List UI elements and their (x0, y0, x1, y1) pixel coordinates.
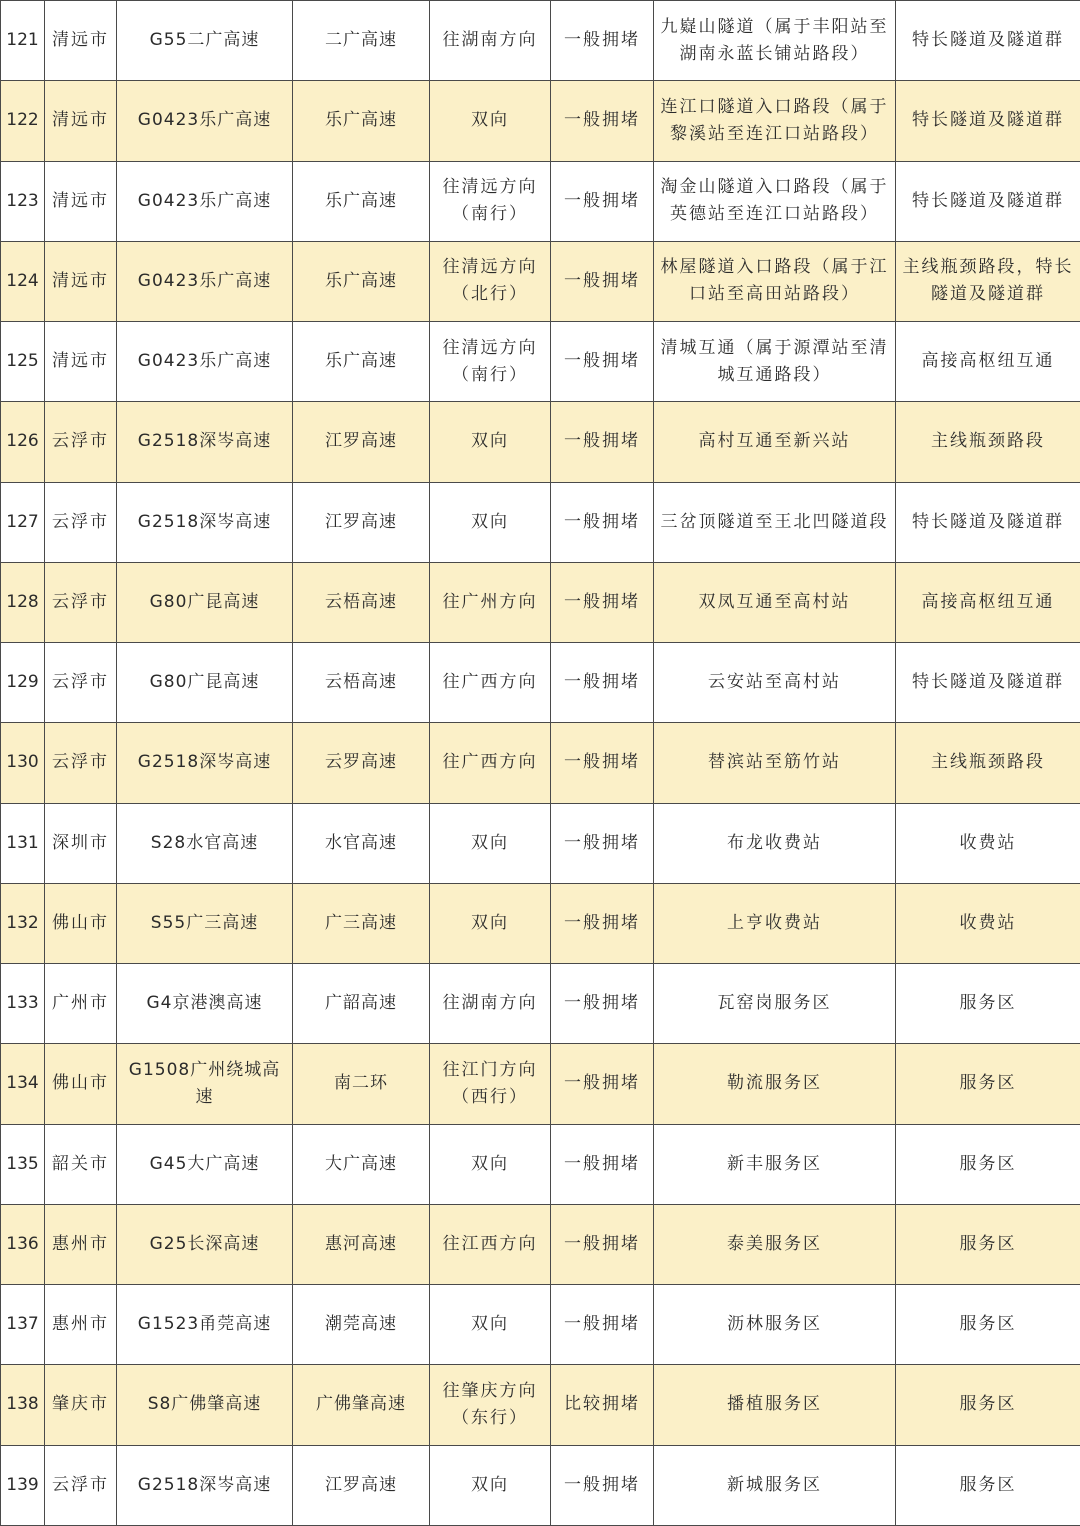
road-name-cell: 云罗高速 (293, 723, 430, 803)
location-cell: 沥林服务区 (654, 1285, 896, 1365)
table-row (1, 482, 1080, 562)
highway-code-cell: S55广三高速 (117, 883, 293, 963)
city-cell: 深圳市 (45, 803, 117, 883)
table-row (1, 161, 1080, 241)
congestion-level-cell: 一般拥堵 (551, 81, 654, 161)
table-row (1, 1365, 1080, 1445)
location-cell: 勒流服务区 (654, 1044, 896, 1124)
row-number: 122 (1, 81, 45, 161)
table-row (1, 81, 1080, 161)
congestion-level-cell: 比较拥堵 (551, 1365, 654, 1445)
section-type-cell: 服务区 (896, 1204, 1080, 1284)
city-cell: 清远市 (45, 161, 117, 241)
highway-code-cell: G0423乐广高速 (117, 161, 293, 241)
section-type-cell: 高接高枢纽互通 (896, 562, 1080, 642)
direction-cell: 往清远方向（南行） (430, 161, 551, 241)
direction-cell: 往广西方向 (430, 643, 551, 723)
city-cell: 清远市 (45, 81, 117, 161)
road-name-cell: 潮莞高速 (293, 1285, 430, 1365)
table-row (1, 322, 1080, 402)
section-type-cell: 服务区 (896, 1124, 1080, 1204)
road-name-cell: 江罗高速 (293, 482, 430, 562)
table-row (1, 1445, 1080, 1526)
congestion-level-cell: 一般拥堵 (551, 161, 654, 241)
row-number: 138 (1, 1365, 45, 1445)
highway-code-cell: G4京港澳高速 (117, 964, 293, 1044)
location-cell: 淘金山隧道入口路段（属于英德站至连江口站路段） (654, 161, 896, 241)
congestion-level-cell: 一般拥堵 (551, 964, 654, 1044)
highway-code-cell: G1508广州绕城高速 (117, 1044, 293, 1124)
road-name-cell: 广三高速 (293, 883, 430, 963)
city-cell: 云浮市 (45, 402, 117, 482)
location-cell: 播植服务区 (654, 1365, 896, 1445)
city-cell: 肇庆市 (45, 1365, 117, 1445)
direction-cell: 往江门方向（西行） (430, 1044, 551, 1124)
location-cell: 新丰服务区 (654, 1124, 896, 1204)
congestion-level-cell: 一般拥堵 (551, 803, 654, 883)
row-number: 125 (1, 322, 45, 402)
highway-code-cell: S8广佛肇高速 (117, 1365, 293, 1445)
table-row (1, 803, 1080, 883)
highway-code-cell: G25长深高速 (117, 1204, 293, 1284)
table-row (1, 964, 1080, 1044)
table-row (1, 723, 1080, 803)
location-cell: 云安站至高村站 (654, 643, 896, 723)
table-row (1, 1124, 1080, 1204)
congestion-level-cell: 一般拥堵 (551, 1445, 654, 1526)
direction-cell: 双向 (430, 1445, 551, 1526)
row-number: 135 (1, 1124, 45, 1204)
table-row (1, 1285, 1080, 1365)
road-name-cell: 水官高速 (293, 803, 430, 883)
row-number: 139 (1, 1445, 45, 1526)
direction-cell: 往清远方向（南行） (430, 322, 551, 402)
highway-code-cell: G0423乐广高速 (117, 322, 293, 402)
highway-code-cell: G2518深岑高速 (117, 482, 293, 562)
road-name-cell: 广韶高速 (293, 964, 430, 1044)
row-number: 130 (1, 723, 45, 803)
row-number: 133 (1, 964, 45, 1044)
section-type-cell: 主线瓶颈路段 (896, 723, 1080, 803)
location-cell: 林屋隧道入口路段（属于江口站至高田站路段） (654, 241, 896, 321)
road-name-cell: 二广高速 (293, 1, 430, 81)
congestion-level-cell: 一般拥堵 (551, 883, 654, 963)
highway-code-cell: G2518深岑高速 (117, 1445, 293, 1526)
city-cell: 清远市 (45, 1, 117, 81)
section-type-cell: 特长隧道及隧道群 (896, 643, 1080, 723)
row-number: 124 (1, 241, 45, 321)
congestion-level-cell: 一般拥堵 (551, 723, 654, 803)
row-number: 131 (1, 803, 45, 883)
row-number: 136 (1, 1204, 45, 1284)
highway-code-cell: G55二广高速 (117, 1, 293, 81)
row-number: 132 (1, 883, 45, 963)
row-number: 129 (1, 643, 45, 723)
road-name-cell: 大广高速 (293, 1124, 430, 1204)
location-cell: 九嶷山隧道（属于丰阳站至湖南永蓝长铺站路段） (654, 1, 896, 81)
table-row (1, 643, 1080, 723)
section-type-cell: 服务区 (896, 1365, 1080, 1445)
highway-code-cell: G2518深岑高速 (117, 402, 293, 482)
congestion-level-cell: 一般拥堵 (551, 1204, 654, 1284)
direction-cell: 往江西方向 (430, 1204, 551, 1284)
congestion-level-cell: 一般拥堵 (551, 643, 654, 723)
congestion-level-cell: 一般拥堵 (551, 1285, 654, 1365)
row-number: 127 (1, 482, 45, 562)
congestion-level-cell: 一般拥堵 (551, 482, 654, 562)
congestion-level-cell: 一般拥堵 (551, 241, 654, 321)
highway-code-cell: G0423乐广高速 (117, 81, 293, 161)
section-type-cell: 服务区 (896, 1445, 1080, 1526)
table-row (1, 1044, 1080, 1124)
road-name-cell: 广佛肇高速 (293, 1365, 430, 1445)
location-cell: 瓦窑岗服务区 (654, 964, 896, 1044)
section-type-cell: 收费站 (896, 883, 1080, 963)
location-cell: 连江口隧道入口路段（属于黎溪站至连江口站路段） (654, 81, 896, 161)
direction-cell: 双向 (430, 803, 551, 883)
table-row (1, 402, 1080, 482)
road-name-cell: 江罗高速 (293, 402, 430, 482)
direction-cell: 双向 (430, 482, 551, 562)
row-number: 134 (1, 1044, 45, 1124)
direction-cell: 往湖南方向 (430, 964, 551, 1044)
row-number: 121 (1, 1, 45, 81)
section-type-cell: 高接高枢纽互通 (896, 322, 1080, 402)
road-name-cell: 江罗高速 (293, 1445, 430, 1526)
city-cell: 惠州市 (45, 1204, 117, 1284)
road-name-cell: 惠河高速 (293, 1204, 430, 1284)
direction-cell: 往广西方向 (430, 723, 551, 803)
table-row (1, 1, 1080, 81)
road-name-cell: 乐广高速 (293, 81, 430, 161)
location-cell: 清城互通（属于源潭站至清城互通路段） (654, 322, 896, 402)
highway-code-cell: S28水官高速 (117, 803, 293, 883)
section-type-cell: 主线瓶颈路段，特长隧道及隧道群 (896, 241, 1080, 321)
location-cell: 布龙收费站 (654, 803, 896, 883)
city-cell: 云浮市 (45, 723, 117, 803)
highway-code-cell: G80广昆高速 (117, 643, 293, 723)
direction-cell: 双向 (430, 1285, 551, 1365)
city-cell: 云浮市 (45, 562, 117, 642)
section-type-cell: 特长隧道及隧道群 (896, 161, 1080, 241)
congestion-level-cell: 一般拥堵 (551, 1, 654, 81)
city-cell: 韶关市 (45, 1124, 117, 1204)
city-cell: 广州市 (45, 964, 117, 1044)
congestion-level-cell: 一般拥堵 (551, 1124, 654, 1204)
table-row (1, 883, 1080, 963)
table-row (1, 562, 1080, 642)
direction-cell: 往清远方向（北行） (430, 241, 551, 321)
section-type-cell: 服务区 (896, 1044, 1080, 1124)
row-number: 128 (1, 562, 45, 642)
city-cell: 云浮市 (45, 1445, 117, 1526)
table-row (1, 241, 1080, 321)
city-cell: 惠州市 (45, 1285, 117, 1365)
road-name-cell: 南二环 (293, 1044, 430, 1124)
highway-code-cell: G2518深岑高速 (117, 723, 293, 803)
city-cell: 佛山市 (45, 1044, 117, 1124)
section-type-cell: 特长隧道及隧道群 (896, 81, 1080, 161)
row-number: 126 (1, 402, 45, 482)
highway-code-cell: G1523甬莞高速 (117, 1285, 293, 1365)
direction-cell: 双向 (430, 883, 551, 963)
highway-code-cell: G80广昆高速 (117, 562, 293, 642)
location-cell: 双凤互通至高村站 (654, 562, 896, 642)
city-cell: 云浮市 (45, 482, 117, 562)
road-name-cell: 乐广高速 (293, 161, 430, 241)
city-cell: 云浮市 (45, 643, 117, 723)
section-type-cell: 服务区 (896, 964, 1080, 1044)
location-cell: 泰美服务区 (654, 1204, 896, 1284)
congestion-level-cell: 一般拥堵 (551, 1044, 654, 1124)
road-name-cell: 云梧高速 (293, 562, 430, 642)
row-number: 123 (1, 161, 45, 241)
road-name-cell: 乐广高速 (293, 322, 430, 402)
highway-code-cell: G0423乐广高速 (117, 241, 293, 321)
direction-cell: 往肇庆方向（东行） (430, 1365, 551, 1445)
section-type-cell: 主线瓶颈路段 (896, 402, 1080, 482)
section-type-cell: 特长隧道及隧道群 (896, 1, 1080, 81)
city-cell: 清远市 (45, 322, 117, 402)
table-row (1, 1204, 1080, 1284)
road-name-cell: 乐广高速 (293, 241, 430, 321)
location-cell: 替滨站至筋竹站 (654, 723, 896, 803)
location-cell: 上亨收费站 (654, 883, 896, 963)
city-cell: 佛山市 (45, 883, 117, 963)
table-body (1, 1, 1080, 1526)
highway-code-cell: G45大广高速 (117, 1124, 293, 1204)
congestion-level-cell: 一般拥堵 (551, 322, 654, 402)
city-cell: 清远市 (45, 241, 117, 321)
section-type-cell: 特长隧道及隧道群 (896, 482, 1080, 562)
section-type-cell: 服务区 (896, 1285, 1080, 1365)
location-cell: 高村互通至新兴站 (654, 402, 896, 482)
section-type-cell: 收费站 (896, 803, 1080, 883)
direction-cell: 双向 (430, 1124, 551, 1204)
direction-cell: 往湖南方向 (430, 1, 551, 81)
row-number: 137 (1, 1285, 45, 1365)
road-name-cell: 云梧高速 (293, 643, 430, 723)
direction-cell: 双向 (430, 402, 551, 482)
direction-cell: 双向 (430, 81, 551, 161)
congestion-level-cell: 一般拥堵 (551, 402, 654, 482)
direction-cell: 往广州方向 (430, 562, 551, 642)
location-cell: 新城服务区 (654, 1445, 896, 1526)
congestion-level-cell: 一般拥堵 (551, 562, 654, 642)
location-cell: 三岔顶隧道至王北凹隧道段 (654, 482, 896, 562)
